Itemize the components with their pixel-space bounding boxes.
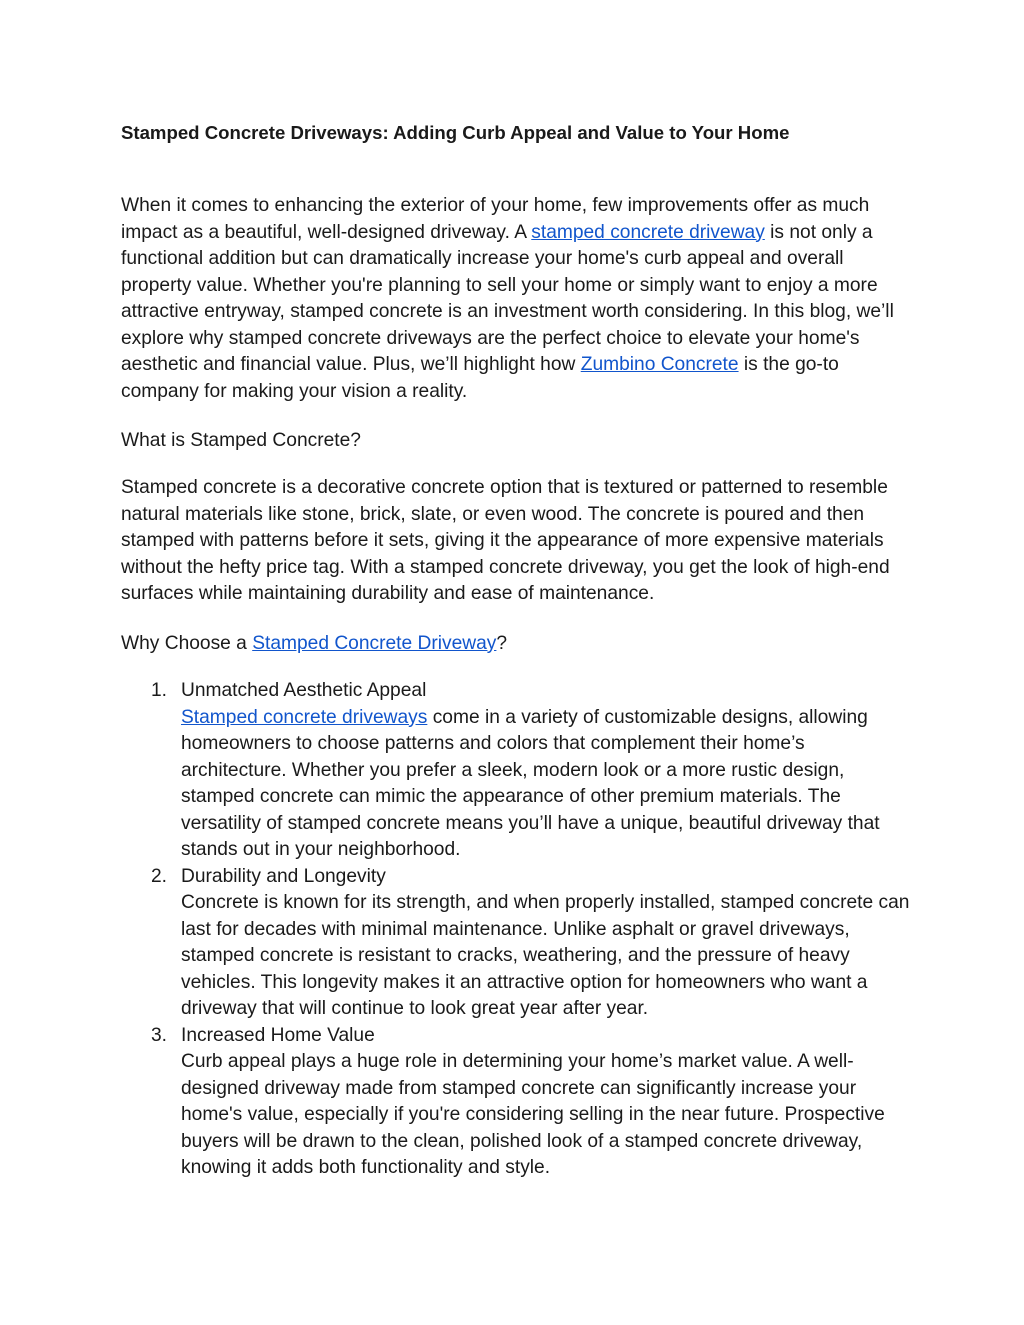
intro-text-1: When it comes to enhancing the exterior of your home, few improvements offer as much impact as a beautiful, well-designed driveway. A <box>121 195 870 243</box>
list-number: 1. <box>151 680 168 701</box>
section-heading-what-is: What is Stamped Concrete? <box>121 430 361 451</box>
list-number: 2. <box>151 865 168 887</box>
list-item-body-text: come in a variety of customizable designs, allowing homeowners to choose patterns and colors that complement their home’s architecture. Whether you prefer a sleek, modern look or a more rustic design, stamped concrete can mimic the appearance of other premium materials. The versatility of stamped concrete means you’ll have a unique, beautiful driveway that stands out in your neighborhood. <box>181 706 880 860</box>
section-heading-why-choose <box>121 631 911 658</box>
list-item-body <box>181 705 911 864</box>
list-item <box>121 864 911 1023</box>
list-item <box>121 1023 911 1182</box>
list-item-title: Increased Home Value <box>181 1024 375 1046</box>
list-item-title: Durability and Longevity <box>181 865 386 887</box>
benefits-list <box>121 678 911 1182</box>
stamped-concrete-driveway-link[interactable]: stamped concrete driveway <box>531 221 765 243</box>
intro-paragraph <box>121 193 911 405</box>
definition-paragraph: Stamped concrete is a decorative concrete option that is textured or patterned to resemble natural materials like stone, brick, slate, or even wood. The concrete is poured and then stamped with patterns before it sets, giving it the appearance of more expensive materials without the hefty price tag. With a stamped concrete driveway, you get the look of high-end surfaces while maintaining durability and ease of maintenance. <box>121 477 890 604</box>
list-item-title: Unmatched Aesthetic Appeal <box>181 680 427 701</box>
list-item-body: Curb appeal plays a huge role in determining your home’s market value. A well-designed driveway made from stamped concrete can significantly increase your home's value, especially if you're considering selling in the near future. Prospective buyers will be drawn to the clean, polished look of a stamped concrete driveway, knowing it adds both functionality and style. <box>181 1051 885 1178</box>
list-item <box>121 678 911 864</box>
list-item-body: Concrete is known for its strength, and when properly installed, stamped concrete can last for decades with minimal maintenance. Unlike asphalt or gravel driveways, stamped concrete is resistant to cracks, weathering, and the pressure of heavy vehicles. This longevity makes it an attractive option for homeowners who want a driveway that will continue to look great year after year. <box>181 892 910 1019</box>
intro-text-2: is not only a functional addition but can dramatically increase your home's curb appeal and overall property value. Whether you're planning to sell your home or simply want to enjoy a more attractive entryway, stamped concrete is an investment worth considering. In this blog, we’ll explore why stamped concrete driveways are the perfect choice to elevate your home's aesthetic and financial value. Plus, we’ll highlight how <box>121 221 894 375</box>
why-heading-suffix: ? <box>496 633 508 654</box>
list-number: 3. <box>151 1024 168 1046</box>
stamped-concrete-driveways-link[interactable]: Stamped concrete driveways <box>181 706 428 728</box>
intro-text-3: is the go-to company for making your vision a reality. <box>121 354 839 402</box>
document-title: Stamped Concrete Driveways: Adding Curb Appeal and Value to Your Home <box>121 122 790 143</box>
stamped-concrete-driveway-heading-link[interactable]: Stamped Concrete Driveway <box>252 633 497 654</box>
zumbino-concrete-link[interactable]: Zumbino Concrete <box>580 354 739 375</box>
why-heading-prefix: Why Choose a <box>121 633 253 654</box>
